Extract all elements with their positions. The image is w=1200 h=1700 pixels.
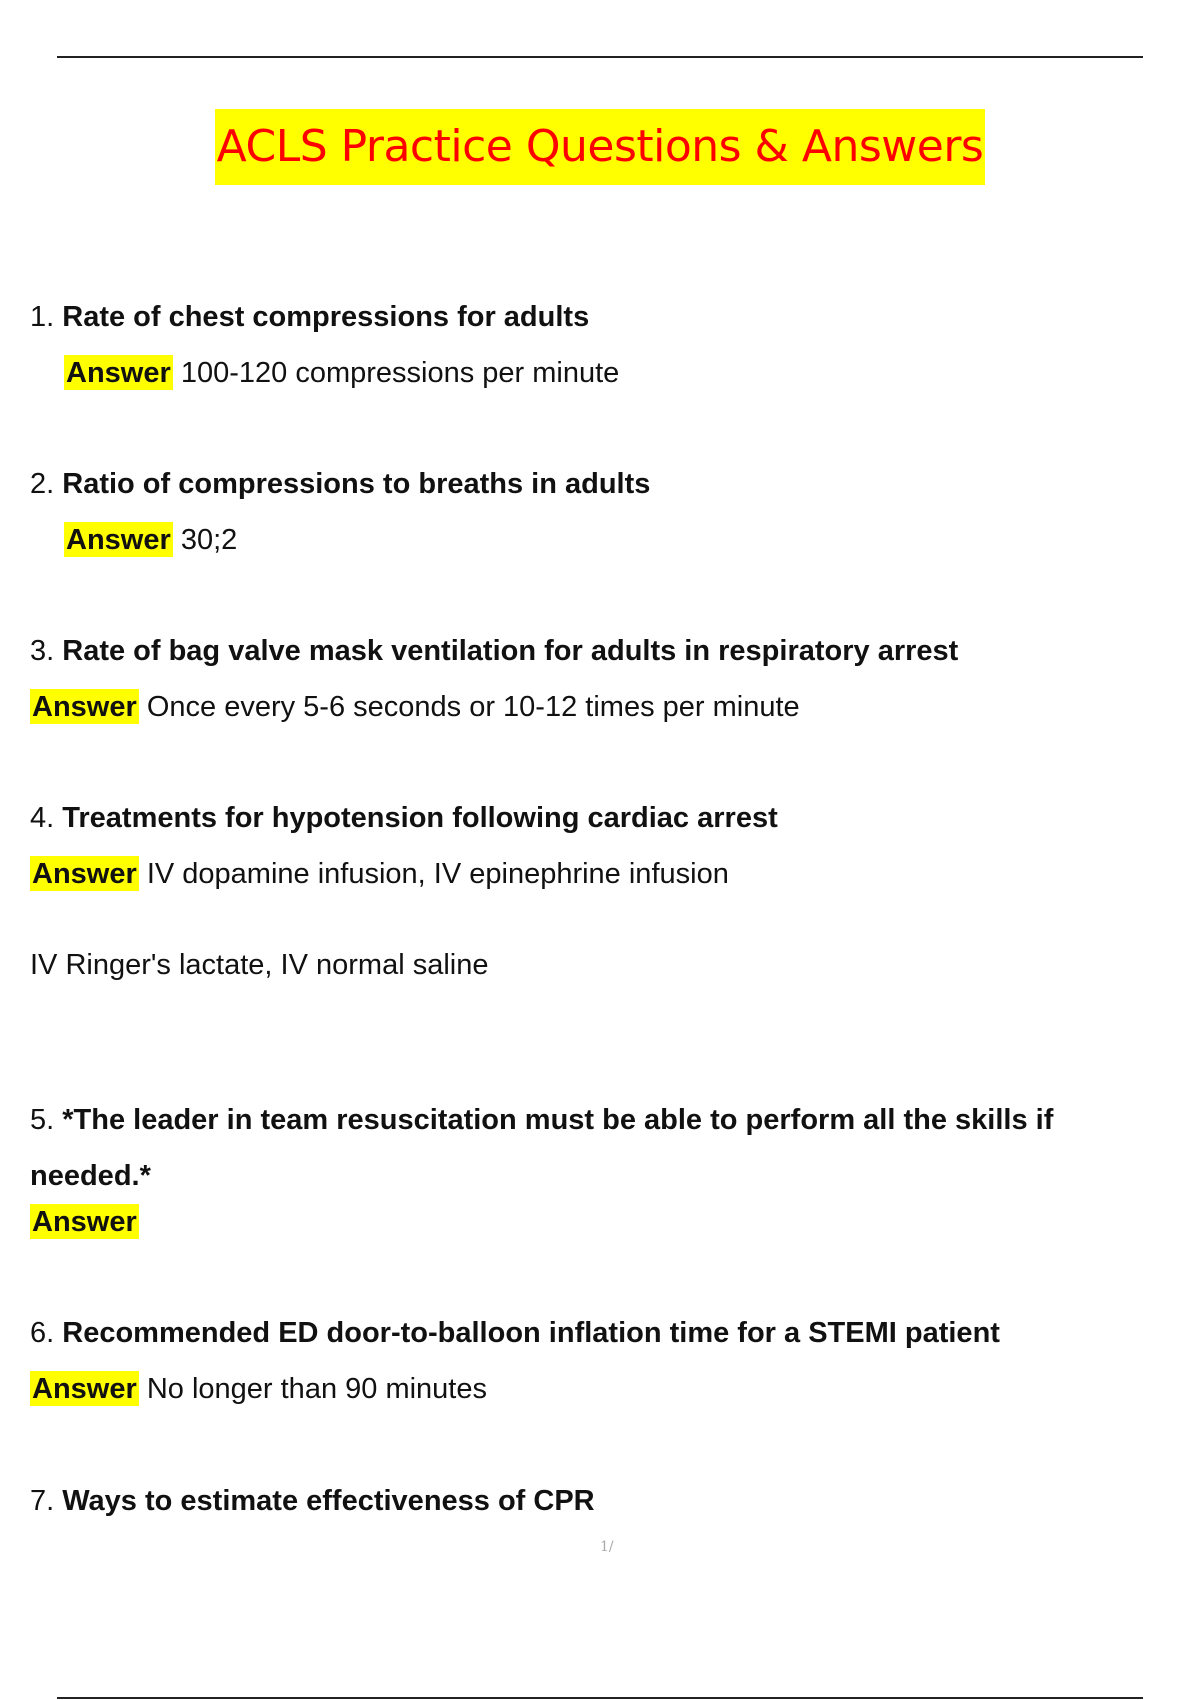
question-1 <box>30 300 589 334</box>
answer-text: Once every 5-6 seconds or 10-12 times per minute <box>146 691 800 723</box>
answer-5 <box>30 1205 139 1239</box>
page-title: ACLS Practice Questions & Answers <box>215 109 986 185</box>
bottom-divider <box>57 1697 1143 1699</box>
question-number: 2. <box>30 468 55 500</box>
question-4 <box>30 801 778 835</box>
answer-label: Answer <box>32 1373 137 1405</box>
question-text: Recommended ED door-to-balloon inflation time for a STEMI patient <box>62 1317 1000 1349</box>
answer-3 <box>30 690 800 724</box>
answer-label: Answer <box>32 858 137 890</box>
question-number: 4. <box>30 802 55 834</box>
answer-4-continuation: IV Ringer's lactate, IV normal saline <box>30 949 489 981</box>
question-5 <box>30 1092 1180 1204</box>
question-text: Ratio of compressions to breaths in adults <box>62 468 651 500</box>
answer-label: Answer <box>66 357 171 389</box>
question-text: Rate of chest compressions for adults <box>62 301 590 333</box>
question-number: 6. <box>30 1317 55 1349</box>
top-divider <box>57 56 1143 58</box>
answer-label: Answer <box>32 691 137 723</box>
title-container <box>0 109 1200 185</box>
page-number: 1/ <box>600 1539 614 1555</box>
answer-label: Answer <box>66 524 171 556</box>
question-number: 1. <box>30 301 55 333</box>
question-2 <box>30 467 650 501</box>
question-number: 5. <box>30 1104 55 1136</box>
question-3 <box>30 634 958 668</box>
answer-4 <box>30 857 729 891</box>
question-text: Ways to estimate effectiveness of CPR <box>62 1485 595 1517</box>
question-6 <box>30 1316 1000 1350</box>
answer-2 <box>64 523 237 557</box>
answer-text: IV dopamine infusion, IV epinephrine infusion <box>146 858 729 890</box>
question-number: 7. <box>30 1485 55 1517</box>
answer-text: 100-120 compressions per minute <box>180 357 620 389</box>
answer-label: Answer <box>32 1206 137 1238</box>
question-text: Rate of bag valve mask ventilation for adults in respiratory arrest <box>62 635 959 667</box>
answer-text: 30;2 <box>180 524 238 556</box>
question-text: Treatments for hypotension following cardiac arrest <box>62 802 778 834</box>
answer-text: No longer than 90 minutes <box>146 1373 487 1405</box>
question-number: 3. <box>30 635 55 667</box>
answer-6 <box>30 1372 487 1406</box>
question-7 <box>30 1484 595 1518</box>
question-text: *The leader in team resuscitation must be able to perform all the skills if needed.* <box>30 1104 1054 1192</box>
answer-1 <box>64 356 619 390</box>
